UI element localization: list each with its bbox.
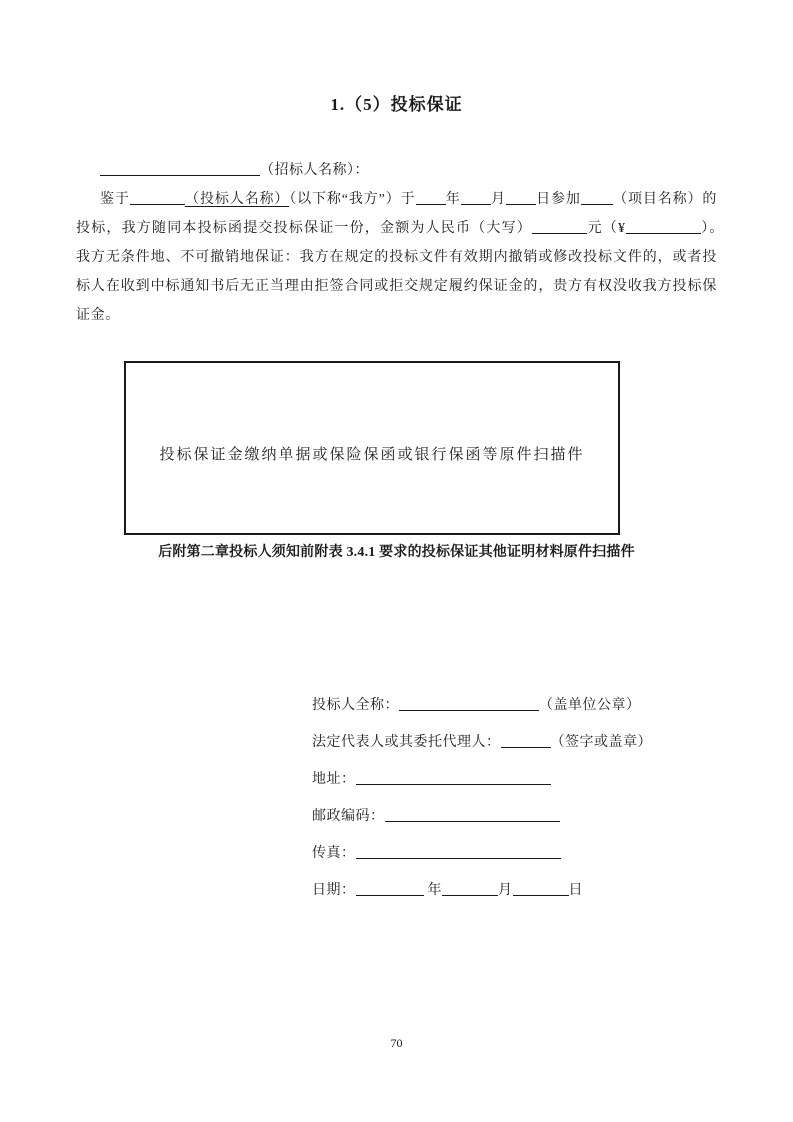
month-blank: [461, 191, 491, 205]
bidder-name-blank: [130, 191, 185, 205]
signature-row-bidder-name: [312, 687, 717, 724]
bidder-name-placeholder: （投标人名称）: [184, 192, 290, 207]
addressee-name-blank: [100, 162, 260, 176]
date-day-blank: [513, 882, 569, 896]
attachment-caption: 后附第二章投标人须知前附表 3.4.1 要求的投标保证其他证明材料原件扫描件: [158, 545, 635, 560]
whereas-text: 鉴于: [100, 192, 130, 207]
signature-row-date: [312, 872, 717, 909]
signature-row-representative: [312, 724, 717, 761]
representative-fill-blank: [501, 734, 551, 748]
day-blank: [506, 191, 536, 205]
fax-fill-blank: [356, 845, 561, 859]
closing-text: ）。 我方无条件地、不可撤销地保证：我方在规定的投标文件有效期内撤销或修改投标文件的，或者投标人在收到中标通知书后无正当理由拒签合同或拒交规定履约保证金的，贵方有权没收我方投标保证金。: [76, 221, 732, 323]
project-name-blank: [581, 191, 613, 205]
signature-row-postal-code: [312, 798, 717, 835]
date-label: 日期：: [312, 883, 356, 898]
page-number: 70: [390, 1036, 403, 1050]
representative-label: 法定代表人或其委托代理人：: [312, 735, 501, 750]
address-fill-blank: [356, 771, 551, 785]
company-seal-note: （盖单位公章）: [539, 698, 641, 713]
addressee-label: （招标人名称）：: [260, 163, 369, 178]
date-year-blank: [356, 882, 424, 896]
fax-label: 传真：: [312, 846, 356, 861]
yuan-text: 元（¥: [586, 221, 626, 236]
amount-words-blank: [532, 220, 587, 234]
scan-placeholder-box: [124, 361, 620, 535]
date-month-label: 月: [498, 883, 513, 898]
after-bidder-text: （以下称“我方”）于: [289, 192, 416, 207]
addressee-line: [76, 156, 717, 185]
sign-or-seal-note: （签字或盖章）: [550, 735, 652, 750]
scan-placeholder-label: 投标保证金缴纳单据或保险保函或银行保函等原件扫描件: [159, 446, 585, 463]
date-month-blank: [442, 882, 498, 896]
signature-row-fax: [312, 835, 717, 872]
year-label: 年: [445, 192, 461, 207]
amount-figures-blank: [626, 220, 701, 234]
year-blank: [416, 191, 446, 205]
page-title: 1.（5）投标保证: [330, 95, 463, 114]
month-label: 月: [490, 192, 506, 207]
day-join-text: 日参加: [535, 192, 581, 207]
signature-row-address: [312, 761, 717, 798]
signature-block: [312, 687, 717, 909]
guarantee-paragraph: [76, 185, 732, 330]
project-text: （项目名称）的投标，我方随同本投标函提交投标保证一份，金额为人民币（大写）: [76, 192, 717, 236]
date-year-label: 年: [423, 883, 442, 898]
date-day-label: 日: [568, 883, 583, 898]
bidder-name-fill-blank: [399, 697, 539, 711]
address-label: 地址：: [312, 772, 356, 787]
bidder-name-label: 投标人全称：: [312, 698, 399, 713]
postal-code-fill-blank: [385, 808, 560, 822]
postal-code-label: 邮政编码：: [312, 809, 385, 824]
